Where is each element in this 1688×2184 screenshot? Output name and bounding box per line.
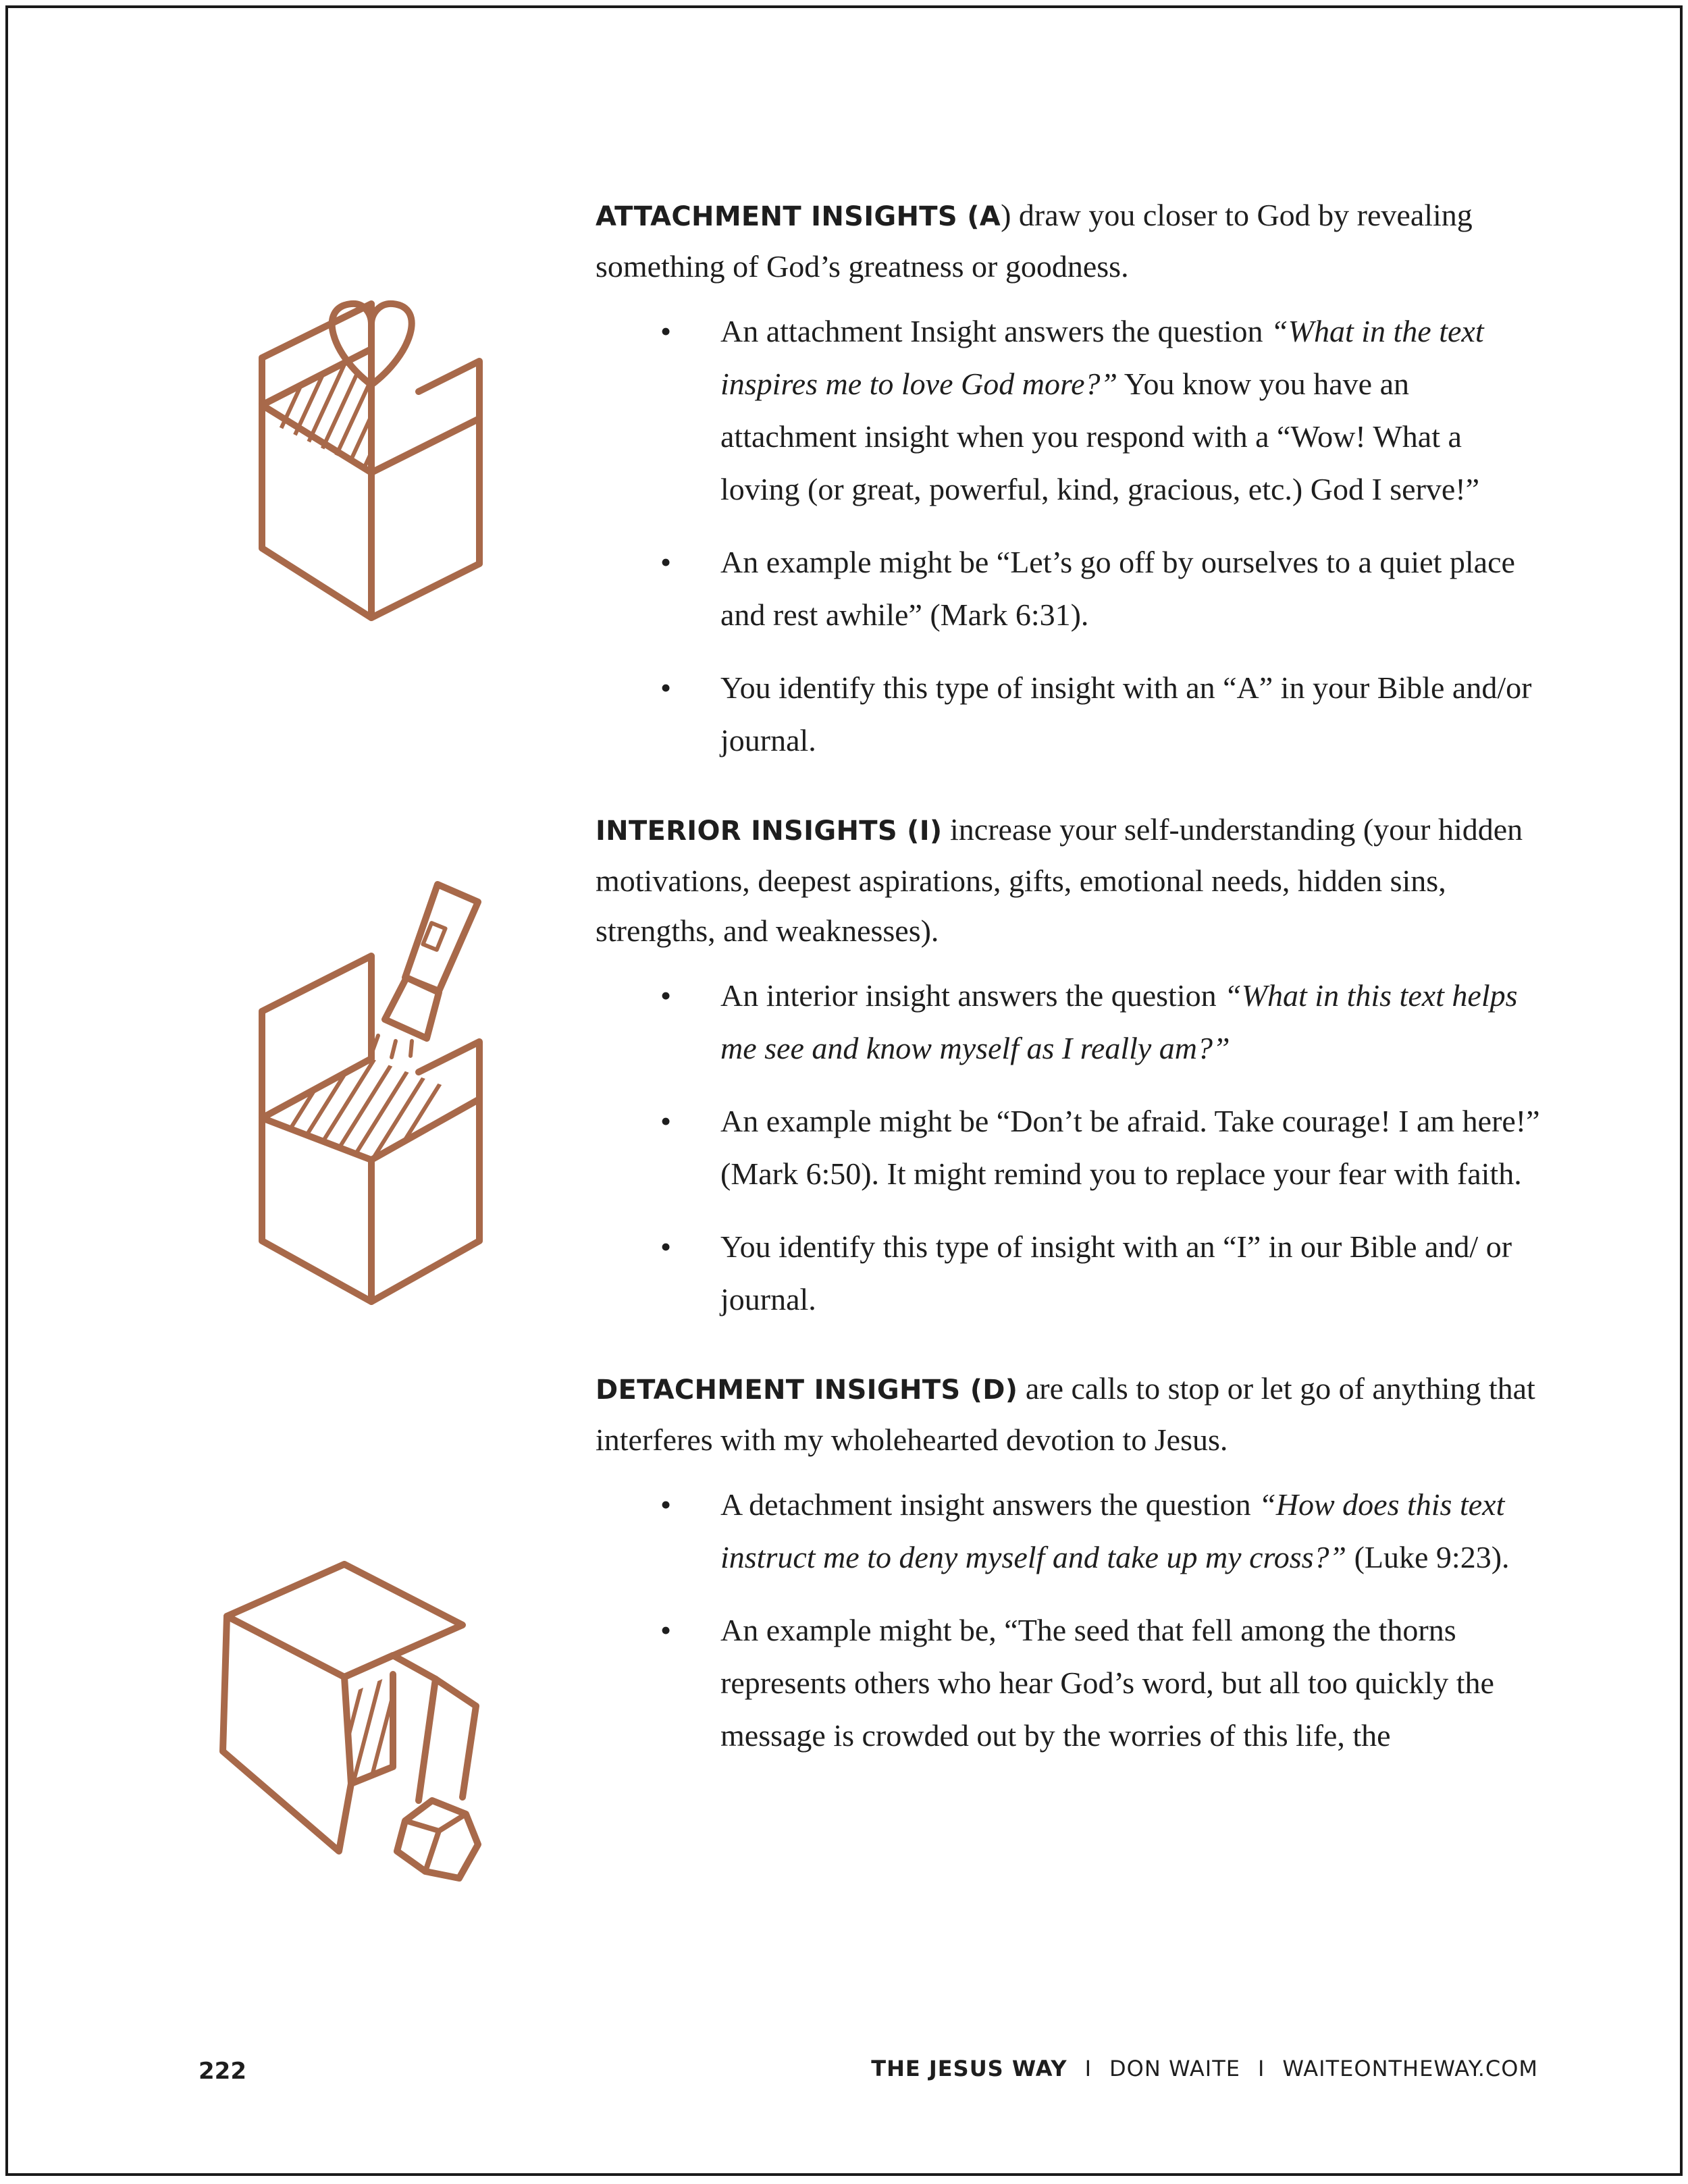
detachment-heading: DETACHMENT INSIGHTS (D) are calls to stop or let go of anything that interferes with my wholehearted devotion to Jesus. (596, 1371, 1535, 1457)
interior-section (596, 805, 1541, 1326)
heart-box-icon (250, 294, 493, 628)
attachment-heading: ATTACHMENT INSIGHTS (A) draw you closer to God by revealing something of God’s greatness or goodness. (596, 198, 1473, 284)
tipped-box-icon (216, 1561, 506, 1885)
running-footer (871, 2056, 1538, 2081)
list-item: • An attachment Insight answers the question “What in the text inspires me to love God more?” You know you have an attachment insight when you respond with a “Wow! What a loving (or great, powerful, kind, gracious, etc.) God I serve!” (660, 314, 1484, 506)
list-item: • An example might be, “The seed that fell among the thorns represents others who hear God’s word, but all too quickly the message is crowded out by the worries of this life, the (660, 1613, 1494, 1753)
list-item: • An example might be “Let’s go off by ourselves to a quiet place and rest awhile” (Mark 6:31). (660, 545, 1515, 632)
list-item: • You identify this type of insight with an “I” in our Bible and/ or journal. (660, 1229, 1512, 1316)
interior-bullets (596, 969, 1541, 1326)
book-title: THE JESUS WAY (871, 2056, 1067, 2081)
attachment-section (596, 190, 1541, 767)
detachment-section (596, 1364, 1541, 1762)
interior-heading: INTERIOR INSIGHTS (I) increase your self-understanding (your hidden motivations, deepest aspirations, gifts, emotional needs, hidden sins, strengths, and weaknesses). (596, 812, 1523, 948)
list-item: • An interior insight answers the question “What in this text helps me see and know myself as I really am?” (660, 978, 1518, 1065)
footer-separator: I (1257, 2056, 1265, 2081)
author-name: DON WAITE (1109, 2056, 1240, 2081)
page-number: 222 (199, 2058, 246, 2085)
list-item: • An example might be “Don’t be afraid. Take courage! I am here!” (Mark 6:50). It might remind you to replace your fear with faith. (660, 1104, 1540, 1191)
attachment-bullets (596, 305, 1541, 767)
main-content (596, 190, 1541, 1800)
list-item: • A detachment insight answers the question “How does this text instruct me to deny myself and take up my cross?” (Luke 9:23). (660, 1487, 1510, 1574)
list-item: • You identify this type of insight with an “A” in your Bible and/or journal. (660, 670, 1532, 757)
flashlight-box-icon (250, 876, 493, 1308)
detachment-bullets (596, 1479, 1541, 1762)
website: WAITEONTHEWAY.COM (1282, 2056, 1538, 2081)
footer-separator: I (1084, 2056, 1092, 2081)
